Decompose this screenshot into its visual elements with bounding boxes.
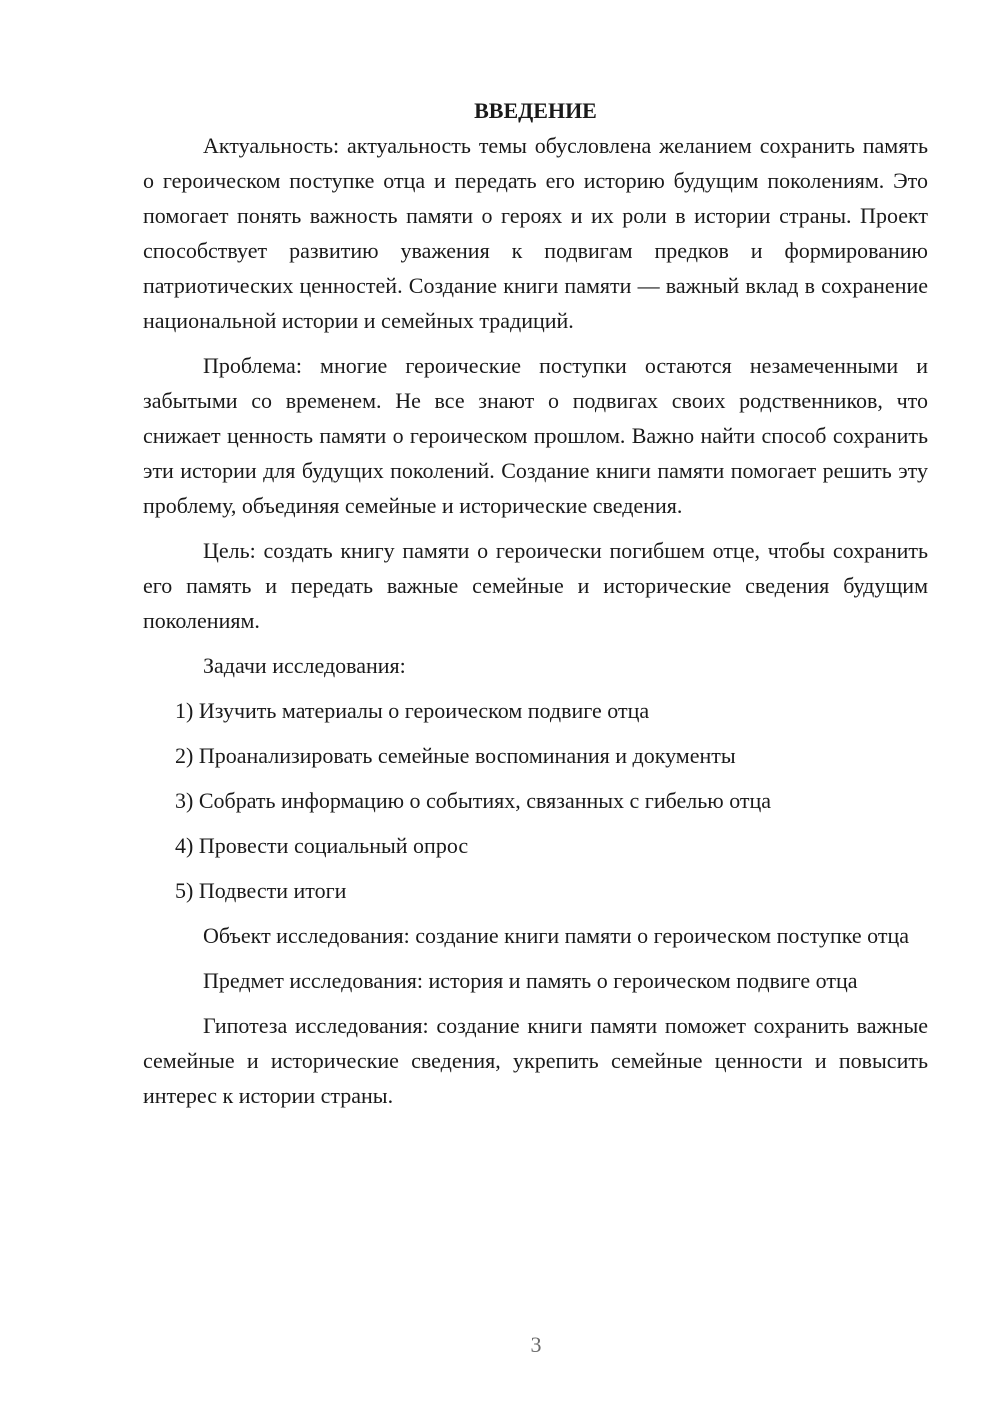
page-title: ВВЕДЕНИЕ [474,98,597,123]
object-paragraph: Объект исследования: создание книги памяти о героическом поступке отца [203,923,910,948]
relevance-paragraph: Актуальность: актуальность темы обусловлена желанием сохранить память о героическом поступке отца и передать его историю будущим поколениям. Это помогает понять важность памяти о героях и их роли в истории страны. Проект способствует развитию уважения к подвигам предков и формированию патриотических ценностей. Создание книги памяти — важный вклад в сохранение национальной истории и семейных традиций. [143,133,928,333]
problem-paragraph: Проблема: многие героические поступки остаются незамеченными и забытыми со временем. Не все знают о подвигах своих родственников, что снижает ценность памяти о героическом прошлом. Важно найти способ сохранить эти истории для будущих поколений. Создание книги памяти помогает решить эту проблему, объединяя семейные и исторические сведения. [143,353,928,518]
subject-paragraph: Предмет исследования: история и память о героическом подвиге отца [203,968,858,993]
task-item: 1) Изучить материалы о героическом подвиге отца [175,698,650,723]
page-content [143,93,928,1113]
hypothesis-paragraph: Гипотеза исследования: создание книги памяти поможет сохранить важные семейные и исторические сведения, укрепить семейные ценности и повысить интерес к истории страны. [143,1013,928,1108]
task-item: 5) Подвести итоги [175,878,347,903]
goal-paragraph: Цель: создать книгу памяти о героически погибшем отце, чтобы сохранить его память и передать важные семейные и исторические сведения будущим поколениям. [143,538,928,633]
tasks-heading: Задачи исследования: [203,653,406,678]
task-item: 2) Проанализировать семейные воспоминания и документы [175,743,736,768]
task-item: 3) Собрать информацию о событиях, связанных с гибелью отца [175,788,772,813]
task-item: 4) Провести социальный опрос [175,833,469,858]
page-number: 3 [530,1332,542,1357]
